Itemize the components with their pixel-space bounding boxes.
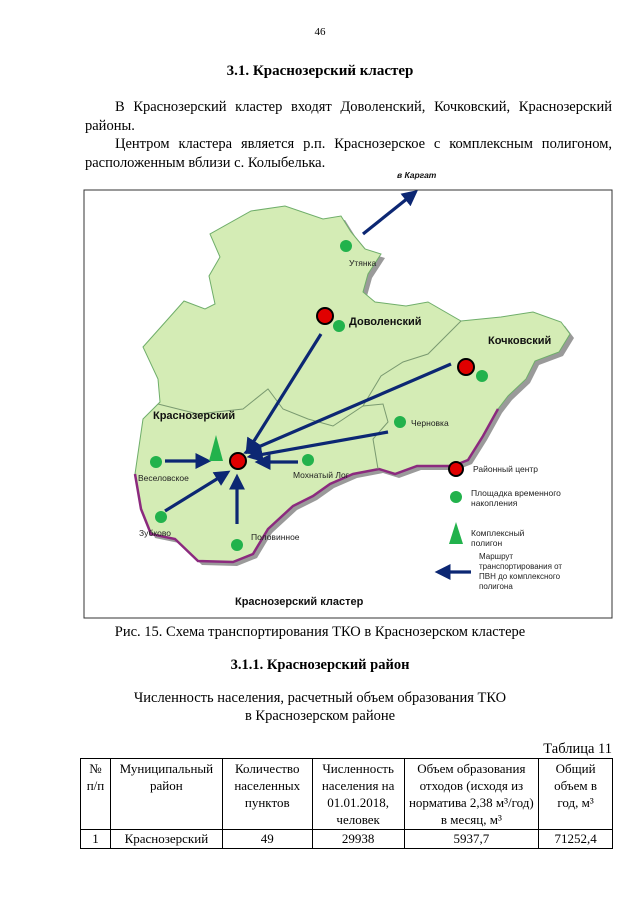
header-settlements: Количество населенных пунктов bbox=[222, 759, 312, 830]
table-header-row bbox=[81, 759, 613, 830]
settlement-label-veselovskoe: Веселовское bbox=[138, 473, 189, 483]
paragraph-1: В Краснозерский кластер входят Доволенский, Кочковский, Краснозерский районы. bbox=[85, 99, 612, 134]
legend-district-center: Районный центр bbox=[473, 464, 539, 474]
site-polovinnoe-icon bbox=[231, 539, 243, 551]
center-krasnozerskoe-icon bbox=[230, 453, 246, 469]
legend-polygon: Комплексный полигон bbox=[471, 528, 525, 548]
settlement-label-polovinnoe: Половинное bbox=[251, 532, 300, 542]
legend-temp-site: Площадка временного накопления bbox=[471, 488, 561, 508]
map-title: Краснозерский кластер bbox=[235, 596, 364, 608]
page-number: 46 bbox=[314, 26, 326, 38]
site-veselovskoe-icon bbox=[150, 456, 162, 468]
district-label-kochkovsky: Кочковский bbox=[488, 335, 552, 347]
settlement-label-chernovka: Черновка bbox=[411, 418, 449, 428]
district-label-dovolensky: Доволенский bbox=[349, 316, 422, 328]
site-chernovka-icon bbox=[394, 416, 406, 428]
legend-green-dot-icon bbox=[450, 491, 462, 503]
cell-num: 1 bbox=[81, 830, 111, 849]
cell-volume-month: 5937,7 bbox=[404, 830, 539, 849]
header-num: № п/п bbox=[81, 759, 111, 830]
site-mokhnaty-icon bbox=[302, 454, 314, 466]
legend-red-dot-icon bbox=[449, 462, 463, 476]
settlement-label-utyanka: Утянка bbox=[349, 258, 377, 268]
table-title-line-1: Численность населения, расчетный объем образования ТКО bbox=[133, 690, 507, 706]
cell-district: Краснозерский bbox=[110, 830, 222, 849]
cell-population: 29938 bbox=[312, 830, 404, 849]
header-district: Муниципальный район bbox=[110, 759, 222, 830]
center-dovolnoe-icon bbox=[317, 308, 333, 324]
table-row bbox=[81, 830, 613, 849]
settlement-label-mokhnaty: Мохнатый Лог bbox=[293, 470, 349, 480]
center-kochki-icon bbox=[458, 359, 474, 375]
cell-settlements: 49 bbox=[222, 830, 312, 849]
district-label-krasnozersky: Краснозерский bbox=[153, 410, 236, 422]
table-title-line-2: в Краснозерском районе bbox=[244, 708, 396, 724]
population-table bbox=[80, 758, 613, 849]
subsection-heading: 3.1.1. Краснозерский район bbox=[230, 657, 410, 673]
header-volume-month: Объем образования отходов (исходя из норматива 2,38 м³/год) в месяц, м³ bbox=[404, 759, 539, 830]
header-population: Численность населения на 01.01.2018, человек bbox=[312, 759, 404, 830]
section-heading: 3.1. Краснозерский кластер bbox=[226, 63, 414, 79]
legend-route: Маршрут транспортирования от ПВН до комплексного полигона bbox=[479, 552, 563, 591]
settlement-label-zubkovo: Зубково bbox=[139, 528, 172, 538]
table-label: Таблица 11 bbox=[543, 741, 612, 757]
cluster-map bbox=[83, 164, 613, 619]
header-volume-year: Общий объем в год, м³ bbox=[539, 759, 613, 830]
paragraph-2: Центром кластера является р.п. Краснозерское с комплексным полигоном, расположенным вблизи с. Колыбелька. bbox=[85, 136, 612, 171]
site-zubkovo-icon bbox=[155, 511, 167, 523]
cell-volume-year: 71252,4 bbox=[539, 830, 613, 849]
figure-caption: Рис. 15. Схема транспортирования ТКО в Краснозерском кластере bbox=[114, 624, 526, 640]
site-kochki-icon bbox=[476, 370, 488, 382]
map-arrow-label: в Каргат bbox=[397, 170, 437, 180]
site-dovolnoe-icon bbox=[333, 320, 345, 332]
site-utyanka-icon bbox=[340, 240, 352, 252]
